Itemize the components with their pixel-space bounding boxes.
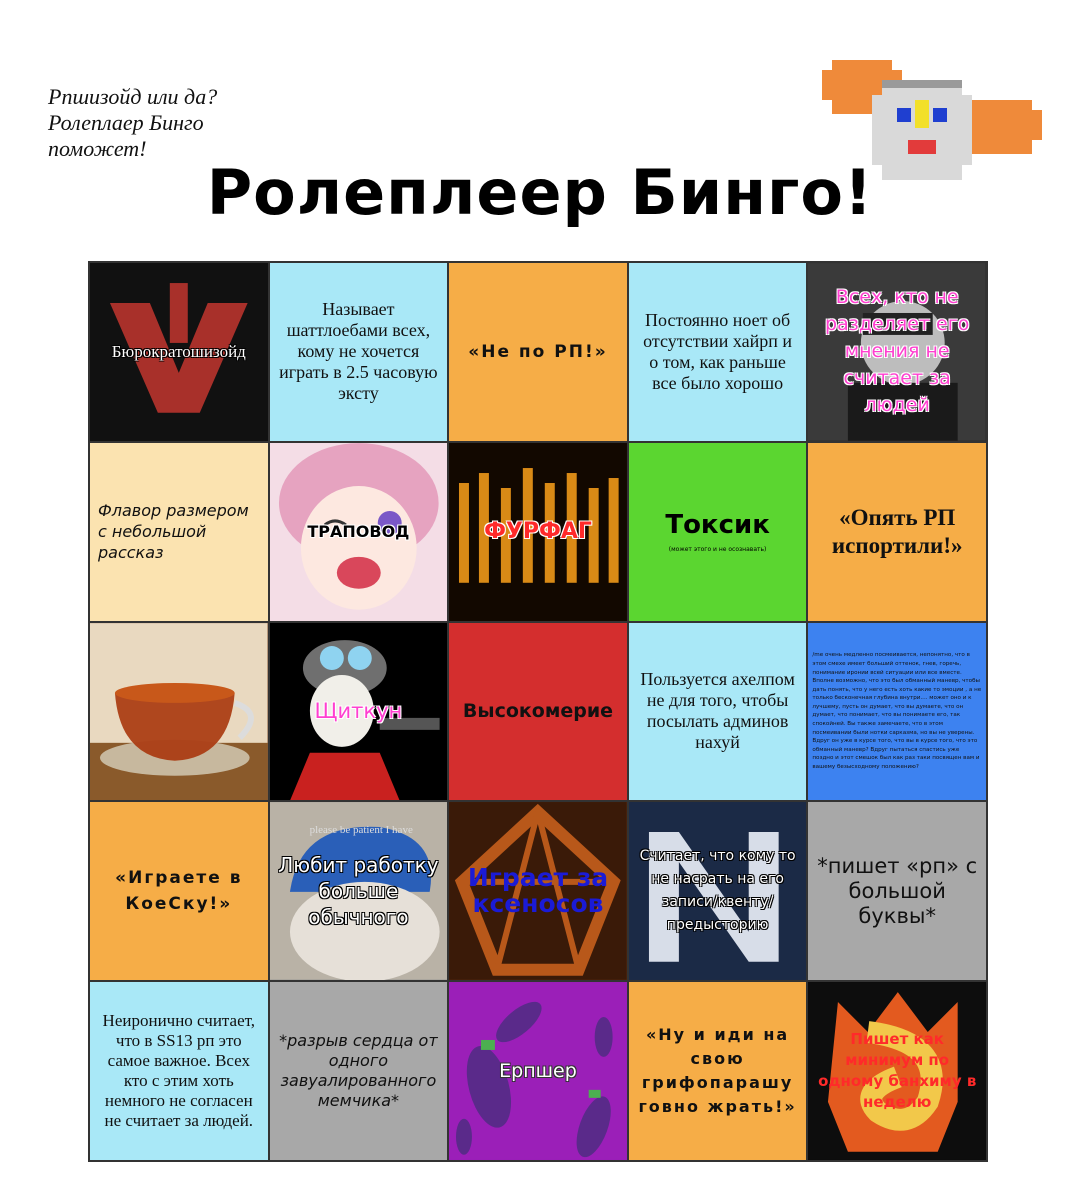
- cell-text: «Играете в КоеСку!»: [115, 868, 243, 915]
- bingo-cell-heartbreak: [270, 982, 448, 1160]
- cell-text: Называет шаттлоебами всех, кому не хочется играть в 2.5 часовую эксту: [279, 299, 438, 404]
- bingo-cell-tea: [90, 623, 268, 801]
- bingo-cell-trap: [270, 443, 448, 621]
- cell-text: Щиткун: [314, 699, 403, 724]
- bingo-cell-not-human: [808, 263, 986, 441]
- cell-text: «Не по РП!»: [468, 341, 608, 362]
- bingo-cell-grief: [629, 982, 807, 1160]
- cell-text: *пишет «рп» с большой буквы*: [817, 853, 978, 928]
- cell-text: Ерпшер: [499, 1060, 577, 1083]
- cell-text: Постоянно ноет об отсутствии хайрп и о том, как раньше все было хорошо: [643, 309, 793, 393]
- cell-text: *разрыв сердца от одного завуалированного мемчика*: [279, 1031, 438, 1111]
- tea-cup-icon: [90, 623, 268, 801]
- cell-text: Играет за ксеносов: [467, 863, 609, 919]
- bingo-cell-erp: [449, 982, 627, 1160]
- bingo-cell-shitcurity: [270, 623, 448, 801]
- bingo-cell-flavor: [90, 443, 268, 621]
- cell-note: (может этого и не осознавать): [668, 546, 767, 554]
- cell-text: Пользуется ахелпом не для того, чтобы посылать админов нахуй: [640, 669, 795, 753]
- bingo-cell-bureaucrat: [90, 263, 268, 441]
- bingo-cell-rp-ruined: [808, 443, 986, 621]
- bingo-cell-not-rp: [449, 263, 627, 441]
- bingo-cell-koesku: [90, 802, 268, 980]
- bingo-cell-shuttle: [270, 263, 448, 441]
- cell-text: Высокомерие: [462, 700, 614, 723]
- cell-text: ФУРФАГ: [484, 519, 592, 545]
- cell-text: /me очень медленно посмеивается, непонятно, что в этом смехе имеет больший оттенок, гнев, горечь, понимание иронии всей ситуации или все вместе. Вполне возможно, что это был обманный маневр, чтобы дать понять, что у него есть хоть какие то эмоции , а не только бесконечная глубина внутри.... может оно и к лучшему, пусть он думает, что вы думаете, что он думает, что понимает, что вы понимаете его, так спокойней. Вы также замечаете, что в этом посмеивании были нотки сарказма, но вы не уверены. Вдруг он уже в курсе того, что вы в курсе того, что это обманный маневр? Вдруг пытаться спастись уже поздно и этот смешок был как раз таки посвящен вам и вашему безысходному положению?: [812, 652, 982, 771]
- bingo-cell-ss13-rp: [90, 982, 268, 1160]
- bingo-grid: [88, 261, 988, 1162]
- bingo-cell-me-laugh: [808, 623, 986, 801]
- bingo-cell-furry: [449, 443, 627, 621]
- cell-text: Всех, кто не разделяет его мнения не считает за людей: [825, 286, 970, 417]
- bingo-cell-xeno: [449, 802, 627, 980]
- bingo-cell-backstory: [629, 802, 807, 980]
- bingo-cell-ahelp: [629, 623, 807, 801]
- page-title: Ролеплеер Бинго!: [206, 156, 874, 229]
- cell-text: Флавор размером с небольшой рассказ: [98, 501, 249, 563]
- cell-text: Любит работку больше обычного: [278, 853, 439, 930]
- cell-text: Бюрократошизойд: [111, 341, 246, 361]
- bingo-cell-arrogance: [449, 623, 627, 801]
- cell-text: ТРАПОВОД: [307, 522, 410, 542]
- bingo-cell-nostalgia: [629, 263, 807, 441]
- subtitle: Рпшизойд или да? Ролеплаер Бинго поможет!: [48, 84, 218, 161]
- cell-text: Пишет как минимум по одному банхиму в неделю: [818, 1030, 977, 1112]
- bingo-cell-capital-rp: [808, 802, 986, 980]
- bingo-cell-toxic: [629, 443, 807, 621]
- bingo-cell-banhim: [808, 982, 986, 1160]
- cell-text: Токсик: [665, 510, 770, 541]
- cell-text: Неиронично считает, что в SS13 рп это самое важное. Всех кто с этим хоть немного не согласен не считает за людей.: [102, 1011, 256, 1131]
- cell-text: «Ну и иди на свою грифопарашу говно жрать!»: [638, 1025, 797, 1117]
- cell-text: «Опять РП испортили!»: [831, 504, 963, 558]
- cap-text: please be patient I have: [309, 824, 413, 837]
- cell-text: Считает, что кому то не насрать на его записи/квенту/предысторию: [639, 848, 796, 934]
- bingo-cell-work: [270, 802, 448, 980]
